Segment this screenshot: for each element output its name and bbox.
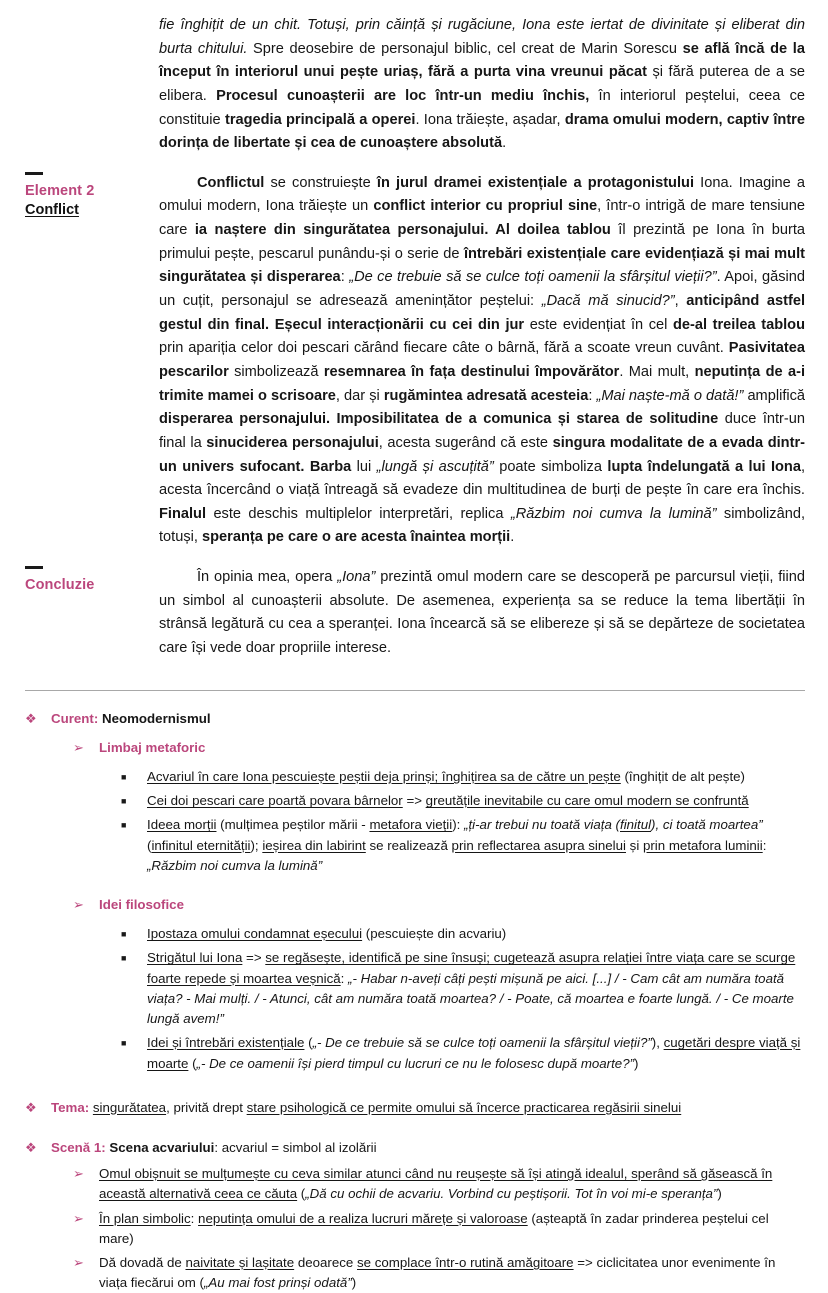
essay-text-run: : <box>340 269 350 286</box>
outline-text-run: ( <box>297 1186 306 1202</box>
outline-text-run: Scena acvariului <box>109 1139 215 1155</box>
square-bullet-icon: ■ <box>121 953 127 964</box>
essay-text-run: în interiorul peștelui, ceea ce constituie <box>159 87 805 128</box>
annotation-label-secondary: Conflict <box>25 201 79 218</box>
essay-text-run: de-al treilea tablou <box>672 316 805 333</box>
outline-item-text <box>51 1138 805 1158</box>
outline-item-level-2 <box>73 1164 805 1204</box>
outline-item-level-3 <box>121 767 805 787</box>
outline-text-run: : acvariul = simbol al izolării <box>214 1139 377 1155</box>
outline-text-run: ): <box>452 817 465 833</box>
outline-text-run: ), <box>651 1035 664 1051</box>
essay-text-run: . Iona trăiește, așadar, <box>415 111 565 128</box>
essay-text-run: și fără puterea de a se elibera. <box>159 64 805 104</box>
essay-paragraph-row <box>0 172 828 550</box>
outline-text-run: Cei doi pescari care poartă povara bârnelor <box>147 793 403 809</box>
outline-text-run: „ți-ar trebui nu toată viața ( <box>464 817 620 833</box>
outline-text-run: naivitate și lașitate <box>185 1254 295 1270</box>
essay-paragraph-row <box>0 14 828 156</box>
arrow-bullet-icon: ➢ <box>73 897 84 913</box>
outline-item-text <box>147 767 805 787</box>
square-bullet-icon: ■ <box>121 929 127 940</box>
outline-text-run: infinitul eternității <box>151 837 251 853</box>
outline-text-run: => ciclicitatea unor evenimente în viața fiecărui om ( <box>99 1254 776 1291</box>
outline-item-level-3 <box>121 1033 805 1073</box>
outline-text-run: Omul obișnuit se mulțumește cu ceva similar atunci când nu reușește să își atingă idealul, sperând să găsească în această alternativă ceea ce căuta <box>99 1166 773 1202</box>
outline-text-run: Curent: <box>51 710 99 726</box>
outline-text-run: prin reflectarea asupra sinelui <box>451 837 626 853</box>
square-bullet-icon: ■ <box>121 796 127 807</box>
outline-item-text <box>99 1209 805 1249</box>
essay-paragraph <box>159 14 805 156</box>
essay-paragraph-row <box>0 566 828 661</box>
outline-text-run: : <box>190 1210 199 1226</box>
outline-text-run: cugetări despre viață și moarte <box>147 1035 801 1071</box>
outline-text-run: „Dă cu ochii de acvariu. Vorbind cu peștișorii. Tot în voi mi-e speranța” <box>305 1186 718 1202</box>
essay-text-run: , acesta sugerând că este <box>378 434 553 451</box>
essay-paragraph <box>159 566 805 661</box>
annotation-dash-icon <box>25 172 43 175</box>
essay-text-run: rugămintea adresată acesteia <box>383 387 589 404</box>
outline-text-run: „Au mai fost prinși odată” <box>203 1275 352 1291</box>
annotation-dash-icon <box>25 566 43 569</box>
outline-text-run: Ipostaza omului condamnat eșecului <box>147 926 363 942</box>
outline-text-run: : <box>340 970 349 986</box>
outline-text-run: stare psihologică ce permite omului să încerce practicarea regăsirii sinelui <box>246 1099 682 1115</box>
outline-item-text <box>51 1098 805 1118</box>
essay-body-column <box>159 172 828 550</box>
essay-text-run: : <box>588 387 597 404</box>
essay-text-run: „De ce trebuie să se culce toți oamenii la sfârșitul vieții?” <box>349 269 717 286</box>
outline-text-run: Neomodernismul <box>101 710 211 726</box>
outline-text-run: Strigătul lui Iona <box>147 950 243 966</box>
outline-item-level-1 <box>25 1098 805 1118</box>
outline-text-run: ( <box>304 1035 313 1051</box>
outline-text-run: greutățile inevitabile cu care omul modern se confruntă <box>425 793 749 809</box>
outline-text-run: metafora vieții <box>369 817 453 833</box>
essay-margin-annotation <box>0 172 159 220</box>
essay-text-run: prezintă omul modern care se descoperă pe parcursul vieții, fiind un simbol al cunoașterii absolute. De asemenea, experiența sa se reduce la tema libertății în strânsă legătură cu cea a speranței. Iona încearcă să se elibereze și să se depărteze de societatea care își vede doar propriile interese. <box>159 569 806 657</box>
outline-spacer <box>25 729 805 738</box>
essay-text-run: , într-o intrigă de mare tensiune care <box>159 198 806 239</box>
outline-text-run: se regăsește, identifică pe sine însuși; cugetează asupra relației între viața care se scurge foarte repede și moartea veșnică <box>147 950 796 986</box>
essay-text-run: , <box>674 293 687 310</box>
outline-text-run: prin metafora luminii <box>642 837 763 853</box>
outline-item-level-3 <box>121 815 805 876</box>
outline-text-run: finitul <box>620 817 652 833</box>
outline-text-run: ) <box>634 1055 639 1071</box>
essay-text-run: Finalul <box>159 505 207 522</box>
outline-text-run: ); <box>250 837 263 853</box>
diamond-bullet-icon: ❖ <box>25 1099 37 1115</box>
outline-text-run: (înghițit de alt pește) <box>620 769 745 785</box>
essay-paragraph <box>159 172 805 550</box>
outline-text-run: „Răzbim noi cumva la lumină” <box>147 857 323 873</box>
essay-text-run: Procesul cunoașterii are loc într-un mediu închis, <box>216 87 590 104</box>
outline-text-run: Idei filosofice <box>99 897 184 913</box>
outline-item-text <box>147 924 805 944</box>
outline-text-run: Ideea morții <box>147 817 217 833</box>
essay-text-run: Iona. Imagine a omului modern, Iona trăiește un <box>159 174 805 215</box>
outline-item-level-3 <box>121 791 805 811</box>
outline-item-level-2 <box>73 895 805 915</box>
outline-item-text <box>99 1164 805 1204</box>
essay-text-run: anticipând astfel gestul din final. Eșecul interacționării cu cei din jur <box>159 293 806 333</box>
outline-text-run: deoarece <box>294 1254 357 1270</box>
essay-text-run: . Mai mult, <box>619 363 695 380</box>
essay-text-run: este deschis multiplelor interpretări, replica <box>206 505 511 522</box>
outline-item-level-1 <box>25 1138 805 1158</box>
essay-text-run: se construiește <box>264 174 377 191</box>
outline-spacer <box>25 1074 805 1098</box>
outline-item-text <box>99 1253 805 1293</box>
outline-text-run: „- De ce trebuie să se culce toți oamenii la sfârșitul vieții?” <box>312 1035 652 1051</box>
outline-item-level-2 <box>73 738 805 758</box>
outline-text-run: Tema: <box>51 1099 90 1115</box>
outline-item-level-2 <box>73 1209 805 1249</box>
outline-item-text <box>99 738 805 758</box>
essay-text-run: fie înghițit de un chit. Totuși, prin căință și rugăciune, Iona este iertat de divinitate și eliberat din burta chitului. <box>159 17 805 57</box>
outline-text-run: se realizează <box>365 837 452 853</box>
outline-item-text <box>147 791 805 811</box>
outline-text-run: se complace într-o rutină amăgitoare <box>357 1254 574 1270</box>
outline-text-run: ieșirea din labirint <box>262 837 366 853</box>
essay-text-run: ia naștere din singurătatea personajului. Al doilea tablou <box>194 222 611 239</box>
essay-text-run: lupta îndelungată a lui Iona <box>607 458 801 475</box>
outline-item-text <box>51 709 805 729</box>
outline-text-run: singurătatea <box>92 1099 167 1115</box>
outline-text-run: Idei și întrebări existențiale <box>147 1035 305 1051</box>
essay-text-run: resemnarea în fața destinului împovărător <box>323 363 620 380</box>
outline-text-run: (așteaptă în zadar prinderea peștelui cel mare) <box>99 1210 769 1246</box>
essay-text-run: întrebări existențiale care evidențiază și mai mult singurătatea și disperarea <box>159 245 805 286</box>
square-bullet-icon: ■ <box>121 772 127 783</box>
square-bullet-icon: ■ <box>121 1038 127 1049</box>
outline-spacer <box>25 915 805 924</box>
outline-text-run: ), ci toată moartea” <box>651 817 763 833</box>
essay-text-run: „Mai naște-mă o dată!” <box>596 387 744 404</box>
diamond-bullet-icon: ❖ <box>25 710 37 726</box>
notes-outline <box>0 691 828 1293</box>
annotation-label-primary: Element 2 <box>25 182 95 199</box>
outline-text-run: => <box>242 950 266 966</box>
outline-item-level-3 <box>121 924 805 944</box>
arrow-bullet-icon: ➢ <box>73 739 84 755</box>
essay-text-run: Pasivitatea pescarilor <box>159 340 805 380</box>
outline-text-run: ( <box>188 1055 197 1071</box>
outline-item-text <box>147 815 805 876</box>
outline-text-run: În plan simbolic <box>99 1210 191 1226</box>
essay-text-run: În opinia mea, opera <box>197 569 338 586</box>
outline-item-level-2 <box>73 1253 805 1293</box>
essay-text-run: „Dacă mă sinucid?” <box>541 293 675 310</box>
essay-text-run: este evidențiat în cel <box>524 316 673 333</box>
outline-text-run: => <box>402 793 426 809</box>
essay-text-run: simbolizând, totuși, <box>159 505 806 546</box>
outline-item-text <box>147 1033 805 1073</box>
essay-text-run: . Apoi, găsind un cuțit, personajul se adresează amenințător peștelui: <box>159 269 805 310</box>
outline-text-run: Acvariul în care Iona pescuiește peștii deja prinși; înghițirea sa de către un pește <box>147 769 621 785</box>
essay-text-run: singura modalitate de a evada dintr-un univers sufocant. Barba <box>159 434 805 475</box>
outline-text-run: , privită drept <box>166 1099 247 1115</box>
annotation-label-primary: Concluzie <box>25 577 95 594</box>
essay-text-run: lui <box>351 458 377 475</box>
essay-body-column <box>159 566 828 661</box>
essay-text-run: Spre deosebire de personajul biblic, cel creat de Marin Sorescu <box>247 40 683 57</box>
essay-text-run: drama omului modern, captiv între dorința de libertate și cea de cunoaștere absolută <box>159 111 805 152</box>
outline-text-run: Dă dovadă de <box>99 1254 186 1270</box>
outline-spacer <box>25 758 805 767</box>
outline-text-run: ( <box>147 837 152 853</box>
essay-text-run: în jurul dramei existențiale a protagonistului <box>376 174 694 191</box>
outline-item-text <box>147 948 805 1029</box>
outline-text-run: ) <box>717 1186 722 1202</box>
outline-spacer <box>25 876 805 895</box>
outline-item-level-3 <box>121 948 805 1029</box>
square-bullet-icon: ■ <box>121 820 127 831</box>
outline-spacer <box>25 1118 805 1138</box>
essay-text-run: , acesta încercând o viață întreagă să evadeze din multitudinea de burți de pește în care era închis. <box>159 458 806 499</box>
essay-text-run: duce într-un final la <box>159 411 806 451</box>
essay-text-run: . <box>510 529 515 546</box>
arrow-bullet-icon: ➢ <box>73 1254 84 1270</box>
essay-text-run: „Răzbim noi cumva la lumină” <box>510 505 717 522</box>
essay-text-run: conflict interior cu propriul sine <box>373 198 598 215</box>
essay-text-run: disperarea personajului. Imposibilitatea de a comunica și starea de solitudine <box>159 411 719 428</box>
essay-text-run: se află încă de la început în interiorul unui pește uriaș, fără a purta vina vreunui păcat <box>159 40 805 81</box>
outline-item-text <box>99 895 805 915</box>
essay-text-run: simbolizează <box>228 363 324 380</box>
outline-text-run: Limbaj metaforic <box>99 739 206 755</box>
outline-text-run: ) <box>351 1275 357 1291</box>
arrow-bullet-icon: ➢ <box>73 1210 84 1226</box>
diamond-bullet-icon: ❖ <box>25 1139 37 1155</box>
essay-text-run: Conflictul <box>197 174 265 191</box>
essay-text-run: „lungă și ascuțită” <box>376 458 494 475</box>
arrow-bullet-icon: ➢ <box>73 1166 84 1182</box>
essay-text-run: sinuciderea personajului <box>206 434 379 451</box>
outline-text-run: (mulțimea peștilor mării - <box>216 817 370 833</box>
outline-text-run: „- Habar n-aveți câți pești mișună pe aici. [...] / - Cam cât am număra toată viața? - Mai mulți. / - Atunci, cât am număra toată moartea? / - Poate, că moartea e foarte lungă. / - Ce moarte lungă avem!” <box>147 970 794 1027</box>
essay-text-run: , dar și <box>335 387 384 404</box>
essay-text-run: tragedia principală a operei <box>224 111 416 128</box>
outline-text-run: și <box>625 837 643 853</box>
essay-text-run: neputința de a-i trimite mamei o scrisoare <box>159 363 806 404</box>
outline-text-run: : <box>762 837 767 853</box>
essay-text-run: prin apariția celor doi pescari cărând fiecare câte o bârnă, fără a scoate vreun cuvânt. <box>159 340 729 357</box>
outline-text-run: „- De ce oamenii își pierd timpul cu lucruri ce nu le folosesc după moarte?” <box>196 1055 635 1071</box>
essay-body-column <box>159 14 828 156</box>
essay-text-run: . <box>502 135 507 152</box>
essay-text-run: poate simboliza <box>493 458 608 475</box>
outline-text-run: neputința omului de a realiza lucruri mărețe și valoroase <box>198 1210 528 1226</box>
outline-text-run: (pescuiește din acvariu) <box>362 926 507 942</box>
outline-item-level-1 <box>25 709 805 729</box>
essay-text-run: îl prezintă pe Iona în burta primului pește, pescarul punându-și o serie de <box>159 222 805 262</box>
essay-text-run: amplifică <box>743 387 806 404</box>
outline-text-run: Scenă 1: <box>51 1139 106 1155</box>
essay-text-run: „Iona” <box>337 569 376 586</box>
essay-margin-annotation <box>0 566 159 595</box>
essay-text-run: speranța pe care o are acesta înaintea morții <box>202 529 511 546</box>
